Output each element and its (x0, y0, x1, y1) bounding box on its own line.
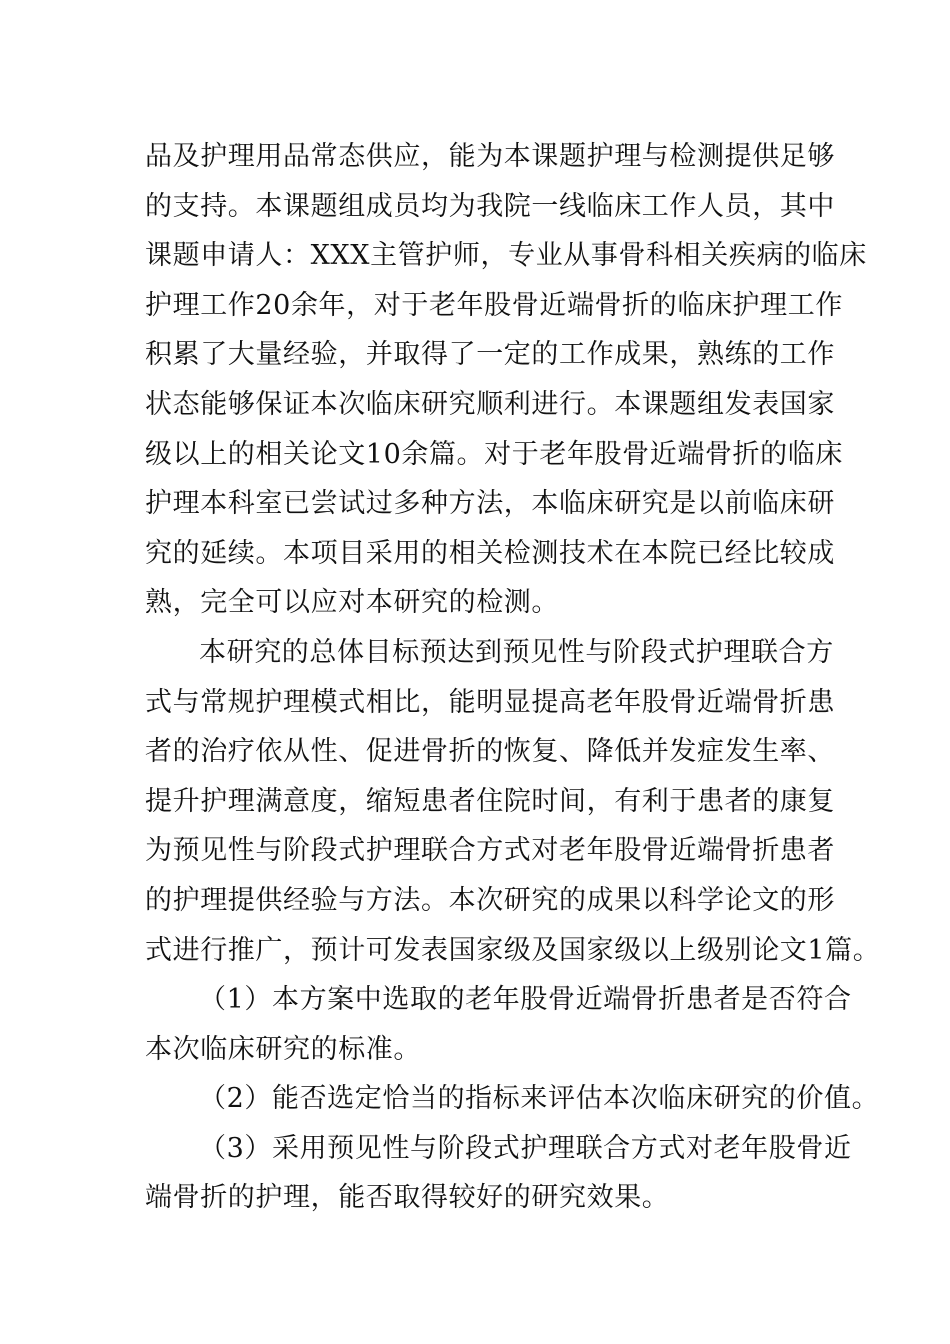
paragraph-3 (145, 975, 852, 1074)
text-line: 级以上的相关论文10余篇。对于老年股骨近端骨折的临床 (145, 438, 843, 470)
text-line: 的护理提供经验与方法。本次研究的成果以科学论文的形 (145, 884, 835, 916)
text-line: （1）本方案中选取的老年股骨近端骨折患者是否符合 (199, 984, 852, 1016)
text-line: 课题申请人：XXX主管护师，专业从事骨科相关疾病的临床 (145, 240, 867, 272)
paragraph-5 (145, 1124, 852, 1223)
paragraph-4 (145, 1074, 880, 1124)
text-line: 积累了大量经验，并取得了一定的工作成果，熟练的工作 (145, 339, 835, 371)
text-line: 本研究的总体目标预达到预见性与阶段式护理联合方 (199, 636, 834, 668)
text-line: 本次临床研究的标准。 (145, 1033, 421, 1065)
text-line: 为预见性与阶段式护理联合方式对老年股骨近端骨折患者 (145, 835, 835, 867)
text-line: 的支持。本课题组成员均为我院一线临床工作人员，其中 (145, 190, 835, 222)
text-line: 护理工作20余年，对于老年股骨近端骨折的临床护理工作 (145, 289, 843, 321)
text-line: 究的延续。本项目采用的相关检测技术在本院已经比较成 (145, 537, 835, 569)
text-line: 品及护理用品常态供应，能为本课题护理与检测提供足够 (145, 141, 835, 172)
text-line: （3）采用预见性与阶段式护理联合方式对老年股骨近 (199, 1132, 852, 1164)
text-line: （2）能否选定恰当的指标来评估本次临床研究的价值。 (199, 1083, 880, 1115)
text-line: 者的治疗依从性、促进骨折的恢复、降低并发症发生率、 (145, 736, 835, 768)
text-line: 护理本科室已尝试过多种方法，本临床研究是以前临床研 (145, 488, 835, 520)
document-body (145, 132, 881, 1223)
paragraph-2 (145, 628, 881, 975)
text-line: 熟，完全可以应对本研究的检测。 (145, 587, 559, 619)
text-line: 式进行推广，预计可发表国家级及国家级以上级别论文1篇。 (145, 934, 881, 966)
paragraph-1 (145, 132, 867, 628)
text-line: 提升护理满意度，缩短患者住院时间，有利于患者的康复 (145, 785, 835, 817)
text-line: 式与常规护理模式相比，能明显提高老年股骨近端骨折患 (145, 686, 835, 718)
text-line: 状态能够保证本次临床研究顺利进行。本课题组发表国家 (145, 388, 835, 420)
text-line: 端骨折的护理，能否取得较好的研究效果。 (145, 1182, 670, 1214)
